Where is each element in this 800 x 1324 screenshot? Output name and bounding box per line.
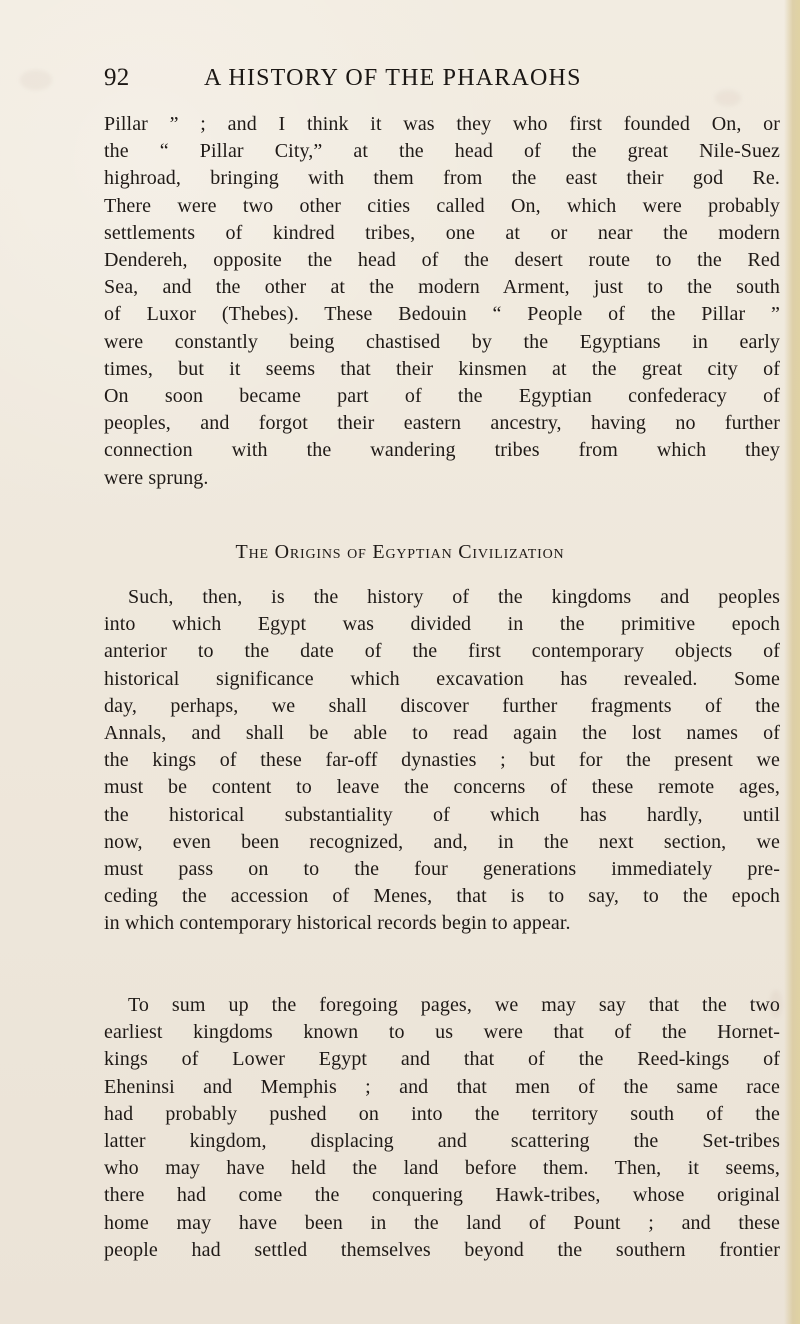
text-line: must pass on to the four generations immediately pre- (104, 858, 780, 881)
text-line: Sea, and the other at the modern Arment, just to the south (104, 276, 780, 299)
section-title: The Origins of Egyptian Civilization (235, 541, 565, 563)
running-title: A HISTORY OF THE PHARAOHS (204, 65, 582, 91)
text-line: peoples, and forgot their eastern ancestry, having no further (104, 412, 780, 435)
text-line: now, even been recognized, and, in the next section, we (104, 830, 780, 853)
text-line: There were two other cities called On, which were probably (104, 194, 780, 217)
text-line: anterior to the date of the first contemporary objects of (104, 640, 780, 663)
text-line: Dendereh, opposite the head of the desert route to the Red (104, 249, 780, 272)
text-line: Eheninsi and Memphis ; and that men of the same race (104, 1075, 780, 1098)
text-line: Annals, and shall be able to read again the lost names of (104, 722, 780, 745)
page-header (104, 58, 800, 98)
text-line: into which Egypt was divided in the primitive epoch (104, 613, 780, 636)
text-line: the “ Pillar City,” at the head of the great Nile-Suez (104, 140, 780, 163)
text-line: the kings of these far-off dynasties ; but for the present we (104, 749, 780, 772)
text-line: times, but it seems that their kinsmen at the great city of (104, 357, 780, 380)
text-line: were constantly being chastised by the Egyptians in early (104, 330, 780, 353)
text-line: ceding the accession of Menes, that is to say, to the epoch (104, 885, 780, 908)
text-line: historical significance which excavation has revealed. Some (104, 667, 780, 690)
text-line: home may have been in the land of Pount ; and these (104, 1211, 780, 1234)
page-number: 92 (104, 64, 130, 91)
text-line: On soon became part of the Egyptian confederacy of (104, 385, 780, 408)
text-line: day, perhaps, we shall discover further fragments of the (104, 694, 780, 717)
text-line: people had settled themselves beyond the southern frontier (104, 1238, 780, 1261)
text-line: were sprung. (104, 466, 209, 489)
paragraph-3 (104, 992, 780, 1264)
text-line: settlements of kindred tribes, one at or near the modern (104, 221, 780, 244)
text-line: connection with the wandering tribes from which they (104, 439, 780, 462)
text-line: there had come the conquering Hawk-tribes, whose original (104, 1184, 780, 1207)
paragraph-1 (104, 111, 780, 492)
paragraph-2 (104, 584, 780, 938)
text-line: latter kingdom, displacing and scattering the Set-tribes (104, 1130, 780, 1153)
text-line: earliest kingdoms known to us were that of the Hornet- (104, 1021, 780, 1044)
text-line: Such, then, is the history of the kingdoms and peoples (128, 586, 780, 608)
page-edge (784, 0, 800, 1324)
text-line: had probably pushed on into the territory south of the (104, 1102, 780, 1125)
text-line: must be content to leave the concerns of these remote ages, (104, 776, 780, 799)
text-line: of Luxor (Thebes). These Bedouin “ People of the Pillar ” (104, 303, 780, 326)
text-line: To sum up the foregoing pages, we may say that the two (128, 994, 780, 1016)
text-line: Pillar ” ; and I think it was they who first founded On, or (104, 113, 780, 135)
text-line: kings of Lower Egypt and that of the Reed-kings of (104, 1048, 780, 1071)
paper-stain (20, 70, 52, 90)
text-line: in which contemporary historical records begin to appear. (104, 912, 571, 935)
text-line: highroad, bringing with them from the east their god Re. (104, 167, 780, 190)
text-line: who may have held the land before them. Then, it seems, (104, 1157, 780, 1180)
text-line: the historical substantiality of which has hardly, until (104, 803, 780, 826)
